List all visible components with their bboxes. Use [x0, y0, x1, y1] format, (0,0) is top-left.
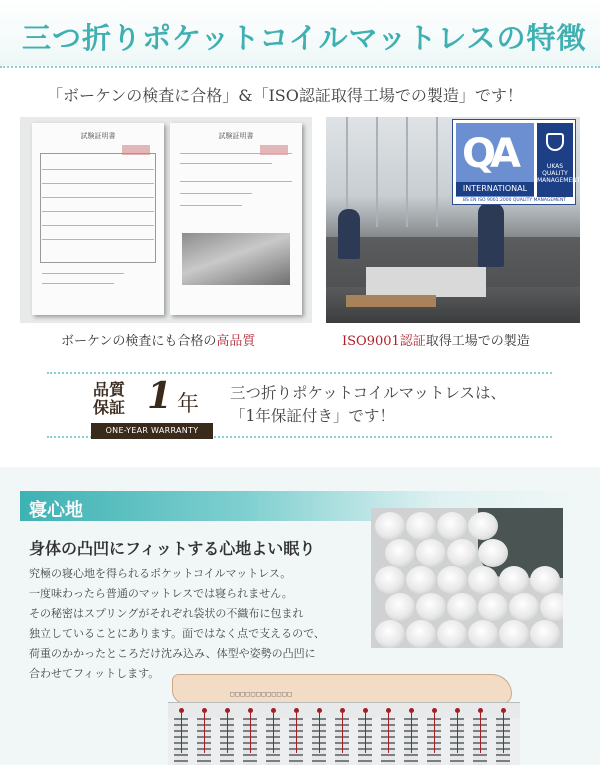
- coil: [478, 539, 508, 567]
- coil: [530, 620, 560, 648]
- coil: [375, 512, 405, 540]
- badge-year-unit: 年: [177, 392, 200, 417]
- ukas-mark: [537, 123, 581, 197]
- certificate-title: 試験証明書: [80, 132, 116, 140]
- coil: [385, 539, 415, 567]
- pocket-coil-diagram: [168, 670, 520, 765]
- comfort-subheading: 身体の凸凹にフィットする心地よい眠り: [29, 539, 316, 558]
- pressure-line: [434, 713, 435, 753]
- crown-icon: [546, 133, 564, 151]
- pressure-line: [181, 713, 182, 753]
- coil: [406, 620, 436, 648]
- qa-international-logo: [452, 119, 581, 205]
- coil: [416, 593, 446, 621]
- coil: [406, 512, 436, 540]
- boken-certificates-photo: [20, 117, 312, 323]
- iso-caption: ISO9001認証取得工場での製造: [342, 334, 530, 349]
- certification-intro: 「ボーケンの検査に合格」&「ISO認証取得工場での製造」です！: [47, 86, 523, 105]
- boken-caption: ボーケンの検査にも合格の高品質: [61, 334, 256, 349]
- certificate-title: 試験証明書: [218, 132, 254, 140]
- one-year-warranty-badge: [91, 375, 213, 441]
- qa-letters: QA: [462, 131, 515, 177]
- ukas-label: UKAS QUALITY MANAGEMENT: [537, 163, 581, 184]
- badge-ribbon: ONE-YEAR WARRANTY: [91, 423, 213, 439]
- coil: [509, 593, 539, 621]
- body-silhouette: [172, 674, 512, 704]
- coil: [437, 566, 467, 594]
- pressure-line: [457, 713, 458, 753]
- body-text-line: 荷重のかかったところだけ沈み込み、体型や姿勢の凸凹に: [29, 647, 316, 660]
- coil: [375, 620, 405, 648]
- coil: [447, 593, 477, 621]
- pressure-line: [480, 713, 481, 753]
- section-title: 寝心地: [29, 500, 83, 521]
- mattress-on-line: [366, 267, 486, 297]
- coil: [468, 566, 498, 594]
- qa-international-label: INTERNATIONAL: [456, 182, 534, 196]
- pressure-line: [250, 713, 251, 753]
- qa-footer: BS EN ISO 9001:2000 QUALITY MANAGEMENT: [462, 198, 567, 203]
- pressure-line: [204, 713, 205, 753]
- spring-row: [168, 718, 520, 765]
- coil: [530, 566, 560, 594]
- pressure-line: [365, 713, 366, 753]
- body-text-line: 一度味わったら普通のマットレスでは寝られません。: [29, 587, 293, 600]
- caption-accent: 高品質: [216, 334, 256, 349]
- pressure-line: [273, 713, 274, 753]
- coil: [540, 593, 563, 621]
- coil: [447, 539, 477, 567]
- test-certificate-document: [32, 123, 164, 315]
- pressure-line: [503, 713, 504, 753]
- pressure-line: [319, 713, 320, 753]
- pressure-line: [342, 713, 343, 753]
- coil: [478, 593, 508, 621]
- coil: [499, 566, 529, 594]
- badge-year-number: 1: [147, 375, 173, 417]
- pressure-line: [296, 713, 297, 753]
- diagram-pad-marks: □□□□□□□□□□□□: [230, 690, 293, 698]
- pressure-line: [388, 713, 389, 753]
- body-text-line: 究極の寝心地を得られるポケットコイルマットレス。: [29, 567, 292, 580]
- worker: [338, 209, 360, 259]
- coil: [468, 512, 498, 540]
- coil: [499, 620, 529, 648]
- pressure-line: [227, 713, 228, 753]
- body-text-line: その秘密はスプリングがそれぞれ袋状の不織布に包まれ: [29, 607, 304, 620]
- body-text-line: 独立していることにあります。面ではなく点で支えるので、: [29, 627, 325, 640]
- caption-accent: ISO9001認証: [342, 334, 426, 349]
- coil: [416, 539, 446, 567]
- pallet: [346, 295, 436, 307]
- coil: [375, 566, 405, 594]
- coil: [437, 512, 467, 540]
- pocket-coil-photo: [371, 508, 563, 648]
- coil: [468, 620, 498, 648]
- pressure-line: [411, 713, 412, 753]
- body-text-line: 合わせてフィットします。: [29, 667, 160, 680]
- worker: [478, 203, 504, 267]
- coil: [406, 566, 436, 594]
- test-certificate-document-photo: [170, 123, 302, 315]
- page-title: 三つ折りポケットコイルマットレスの特徴: [22, 21, 587, 55]
- coil: [437, 620, 467, 648]
- warranty-top-divider: [47, 372, 552, 374]
- warranty-text: 三つ折りポケットコイルマットレスは、 「1年保証付き」です！: [230, 384, 507, 425]
- badge-quality-label: 品質 保証: [93, 380, 126, 417]
- coil: [385, 593, 415, 621]
- certificate-sample-photo: [182, 233, 290, 285]
- header-divider: [0, 66, 600, 68]
